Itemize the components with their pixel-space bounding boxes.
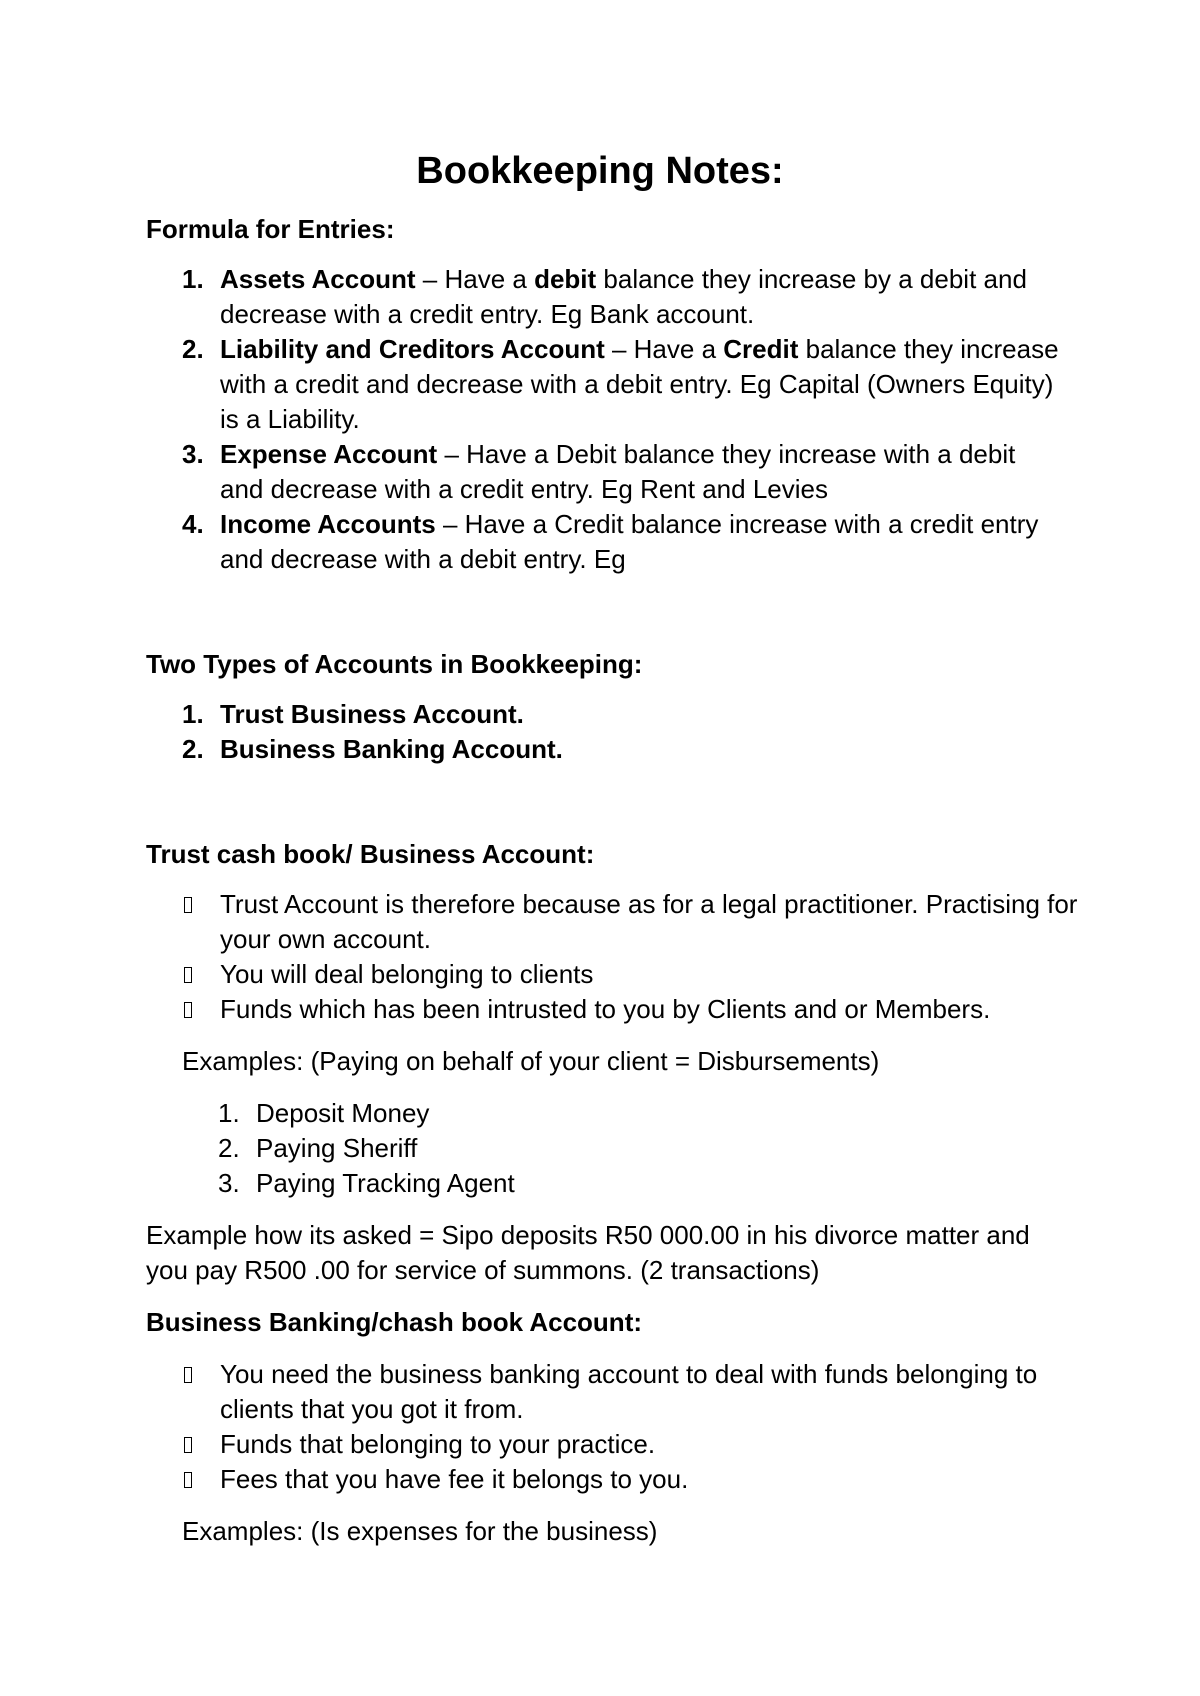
trust-example-item: 1. Deposit Money bbox=[218, 1096, 918, 1131]
term-assets: Assets Account bbox=[220, 264, 416, 294]
formula-item-expense: 3. Expense Account – Have a Debit balance they increase with a debit and decrease with a credit entry. Eg Rent and Levies bbox=[182, 439, 1016, 504]
bullet-icon bbox=[184, 1437, 192, 1453]
list-number: 1. bbox=[182, 264, 204, 294]
business-bullet: Funds that belonging to your practice. bbox=[182, 1427, 1042, 1462]
types-item-trust: 1. Trust Business Account. bbox=[182, 697, 1062, 732]
types-item-business: 2. Business Banking Account. bbox=[182, 732, 1062, 767]
business-heading: Business Banking/chash book Account: bbox=[146, 1307, 643, 1337]
business-examples-label: Examples: (Is expenses for the business) bbox=[182, 1516, 658, 1546]
list-number: 2. bbox=[182, 334, 204, 364]
formula-heading: Formula for Entries: bbox=[146, 214, 395, 244]
list-number: 3. bbox=[218, 1168, 240, 1198]
term-income: Income Accounts bbox=[220, 509, 436, 539]
list-number: 1. bbox=[218, 1098, 240, 1128]
term-expense: Expense Account bbox=[220, 439, 438, 469]
formula-item-assets: 1. Assets Account – Have a debit balance they increase by a debit and decrease with a credit entry. Eg Bank account. bbox=[182, 264, 1027, 329]
trust-example-item: 2. Paying Sheriff bbox=[218, 1131, 918, 1166]
list-number: 2. bbox=[218, 1133, 240, 1163]
trust-bullet: Trust Account is therefore because as for a legal practitioner. Practising for your own account. bbox=[182, 887, 1082, 957]
business-bullet: Fees that you have fee it belongs to you. bbox=[182, 1462, 1042, 1497]
page-title: Bookkeeping Notes: bbox=[416, 150, 784, 192]
trust-examples-label: Examples: (Paying on behalf of your client = Disbursements) bbox=[182, 1046, 880, 1076]
term-liability: Liability and Creditors Account bbox=[220, 334, 605, 364]
bullet-icon bbox=[184, 1367, 192, 1383]
trust-bullet: You will deal belonging to clients bbox=[182, 957, 1082, 992]
formula-item-income: 4. Income Accounts – Have a Credit balance increase with a credit entry and decrease with a debit entry. Eg bbox=[182, 509, 1039, 574]
trust-heading: Trust cash book/ Business Account: bbox=[146, 839, 595, 869]
list-number: 1. bbox=[182, 699, 204, 729]
formula-item-liability: 2. Liability and Creditors Account – Have a Credit balance they increase with a credit and decrease with a debit entry. Eg Capital (Owners Equity) is a Liability. bbox=[182, 334, 1059, 434]
list-number: 4. bbox=[182, 509, 204, 539]
list-number: 2. bbox=[182, 734, 204, 764]
trust-bullet: Funds which has been intrusted to you by Clients and or Members. bbox=[182, 992, 1082, 1027]
bullet-icon bbox=[184, 1002, 192, 1018]
bullet-icon bbox=[184, 967, 192, 983]
bullet-icon bbox=[184, 1472, 192, 1488]
business-bullet: You need the business banking account to deal with funds belonging to clients that you got it from. bbox=[182, 1357, 1042, 1427]
types-heading: Two Types of Accounts in Bookkeeping: bbox=[146, 649, 643, 679]
trust-example-item: 3. Paying Tracking Agent bbox=[218, 1166, 918, 1201]
bullet-icon bbox=[184, 897, 192, 913]
list-number: 3. bbox=[182, 439, 204, 469]
trust-example-question: Example how its asked = Sipo deposits R50 000.00 in his divorce matter and you pay R500 .00 for service of summons. (2 transactions) bbox=[146, 1220, 1030, 1285]
